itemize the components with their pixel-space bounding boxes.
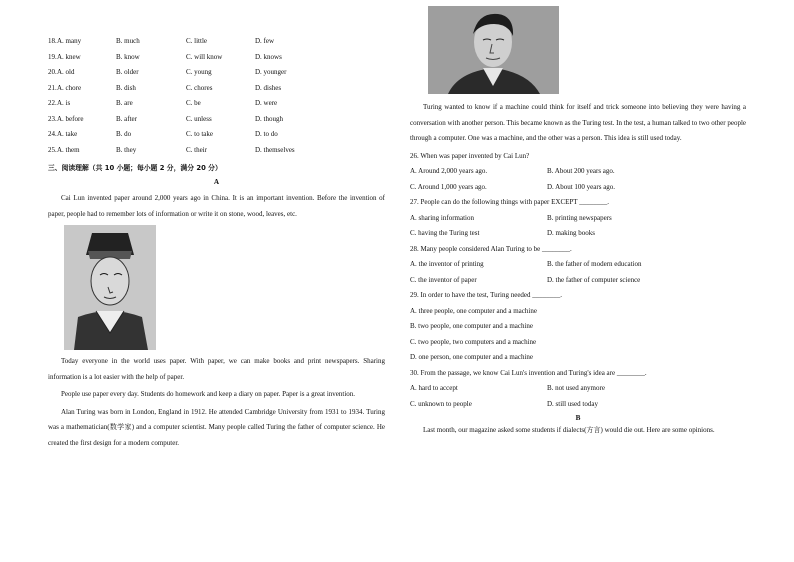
option-a: A. hard to accept: [410, 384, 458, 392]
option-c: C. young: [186, 68, 212, 76]
question-stem: 28. Many people considered Alan Turing to be ________.: [410, 244, 572, 253]
choice-question-row: [48, 96, 385, 112]
reading-question-list: [410, 149, 746, 413]
question-number: 19.: [48, 52, 57, 61]
passage-a-paragraph-5: Turing wanted to know if a machine could think for itself and trick someone into believing they were having a conversation with another person. This became known as the Turing test. In the test, a human talked to two other people through a computer. One was a machine, and the other was a person. This idea is still used today.: [410, 103, 746, 142]
option-b: B. know: [116, 52, 140, 61]
reading-question: [410, 242, 746, 289]
option-a: A. the inventor of printing: [410, 260, 484, 268]
option-c: C. two people, two computers and a machine: [410, 337, 537, 346]
option-a: A. chore: [57, 83, 82, 92]
option-d: D. About 100 years ago.: [547, 182, 616, 191]
option-d: D. were: [255, 99, 278, 107]
option-b: B. are: [116, 99, 133, 107]
choice-question-row: [48, 34, 385, 50]
choice-question-list: [48, 34, 385, 158]
option-d: D. though: [255, 114, 283, 123]
option-b: B. two people, one computer and a machine: [410, 322, 534, 330]
option-row: [410, 226, 746, 242]
option-c: C. chores: [186, 83, 213, 92]
question-number: 20.: [48, 68, 57, 76]
option-a: A. many: [57, 37, 82, 45]
question-number: 18.: [48, 37, 57, 45]
option-c: C. having the Turing test: [410, 229, 480, 237]
option-c: C. Around 1,000 years ago.: [410, 182, 487, 191]
question-number: 23.: [48, 114, 57, 123]
cai-lun-portrait: [64, 225, 156, 350]
option-b: B. they: [116, 145, 137, 154]
question-number: 22.: [48, 99, 57, 107]
passage-b-letter: B: [575, 414, 581, 422]
option-a: A. before: [57, 114, 84, 123]
option-d: D. few: [255, 37, 275, 45]
option-c: C. little: [186, 37, 207, 45]
passage-a-paragraph-4: Alan Turing was born in London, England in 1912. He attended Cambridge University from 1931 to 1934. Turing was a mathematician(数学家) and a computer scientist. Many people called Turing the father of computer science. He created the first design for a modern computer.: [48, 407, 385, 447]
option-c: C. unknown to people: [410, 399, 472, 408]
question-stem: 27. People can do the following things with paper EXCEPT ________.: [410, 198, 609, 206]
reading-question: [410, 149, 746, 196]
option-c: C. will know: [186, 52, 223, 61]
option-b: B. About 200 years ago.: [547, 167, 615, 175]
option-d: D. dishes: [255, 83, 282, 92]
option-b: B. do: [116, 130, 132, 138]
option-row: [410, 180, 746, 196]
choice-question-row: [48, 143, 385, 159]
reading-question: [410, 366, 746, 413]
choice-question-row: [48, 127, 385, 143]
option-b: B. after: [116, 114, 137, 123]
option-a: A. is: [57, 99, 71, 107]
option-row: [410, 381, 746, 397]
option-b: B. older: [116, 68, 139, 76]
option-row: [410, 257, 746, 273]
option-d: D. knows: [255, 52, 282, 61]
option-d: D. still used today: [547, 399, 598, 408]
section-heading: 三、阅读理解（共 10 小题；每小题 2 分，满分 20 分）: [48, 164, 222, 172]
option-d: D. themselves: [255, 145, 295, 154]
option-row: [410, 397, 746, 413]
option-c: C. their: [186, 145, 207, 154]
option-d: D. younger: [255, 68, 287, 76]
option-b: B. printing newspapers: [547, 213, 612, 222]
option-d: D. one person, one computer and a machine: [410, 353, 534, 361]
option-a: A. three people, one computer and a machine: [410, 306, 537, 315]
option-c: C. be: [186, 99, 201, 107]
choice-question-row: [48, 50, 385, 66]
passage-b-paragraph-1: Last month, our magazine asked some students if dialects(方言) would die out. Here are some opinions.: [423, 426, 715, 434]
passage-a-paragraph-1: Cai Lun invented paper around 2,000 years ago in China. It is an important invention. Before the invention of paper, people had to remember lots of information or write it on stone, wood, leaves, etc.: [48, 194, 385, 218]
question-stem: 26. When was paper invented by Cai Lun?: [410, 151, 530, 160]
passage-a-paragraph-3: People use paper every day. Students do homework and keep a diary on paper. Paper is a great invention.: [61, 390, 356, 399]
option-c: C. to take: [186, 130, 214, 138]
alan-turing-photo-drawing: [428, 6, 559, 94]
choice-question-row: [48, 65, 385, 81]
right-column: [410, 6, 746, 441]
question-number: 24.: [48, 130, 57, 138]
question-number: 25.: [48, 145, 57, 154]
question-stem: 29. In order to have the test, Turing needed ________.: [410, 291, 563, 299]
option-row: [410, 273, 746, 289]
option-a: A. take: [57, 130, 78, 138]
option-a: A. Around 2,000 years ago.: [410, 167, 488, 175]
cai-lun-portrait-drawing: [64, 225, 156, 350]
option-a: A. them: [57, 145, 80, 154]
reading-question: [410, 195, 746, 242]
passage-a-letter: A: [213, 178, 220, 187]
option-d: D. the father of computer science: [547, 275, 641, 284]
question-stem: 30. From the passage, we know Cai Lun's invention and Turing's idea are ________.: [410, 368, 647, 377]
option-a: A. knew: [57, 52, 81, 61]
option-b: B. dish: [116, 83, 136, 92]
question-number: 21.: [48, 83, 57, 92]
choice-question-row: [48, 112, 385, 128]
option-b: B. much: [116, 37, 140, 45]
passage-a-paragraph-2: Today everyone in the world uses paper. With paper, we can make books and print newspapers. Sharing information is a lot easier with the help of paper.: [48, 357, 385, 381]
option-b: B. not used anymore: [547, 384, 605, 392]
choice-question-row: [48, 81, 385, 97]
left-column: [48, 34, 385, 453]
option-d: D. to do: [255, 130, 278, 138]
reading-question: [410, 288, 746, 366]
option-row: [410, 211, 746, 227]
alan-turing-photo: [428, 6, 559, 94]
option-b: B. the father of modern education: [547, 260, 642, 268]
option-d: D. making books: [547, 229, 596, 237]
option-a: A. old: [57, 68, 75, 76]
option-row: [410, 164, 746, 180]
option-c: C. the inventor of paper: [410, 275, 477, 284]
option-a: A. sharing information: [410, 213, 474, 222]
option-c: C. unless: [186, 114, 212, 123]
